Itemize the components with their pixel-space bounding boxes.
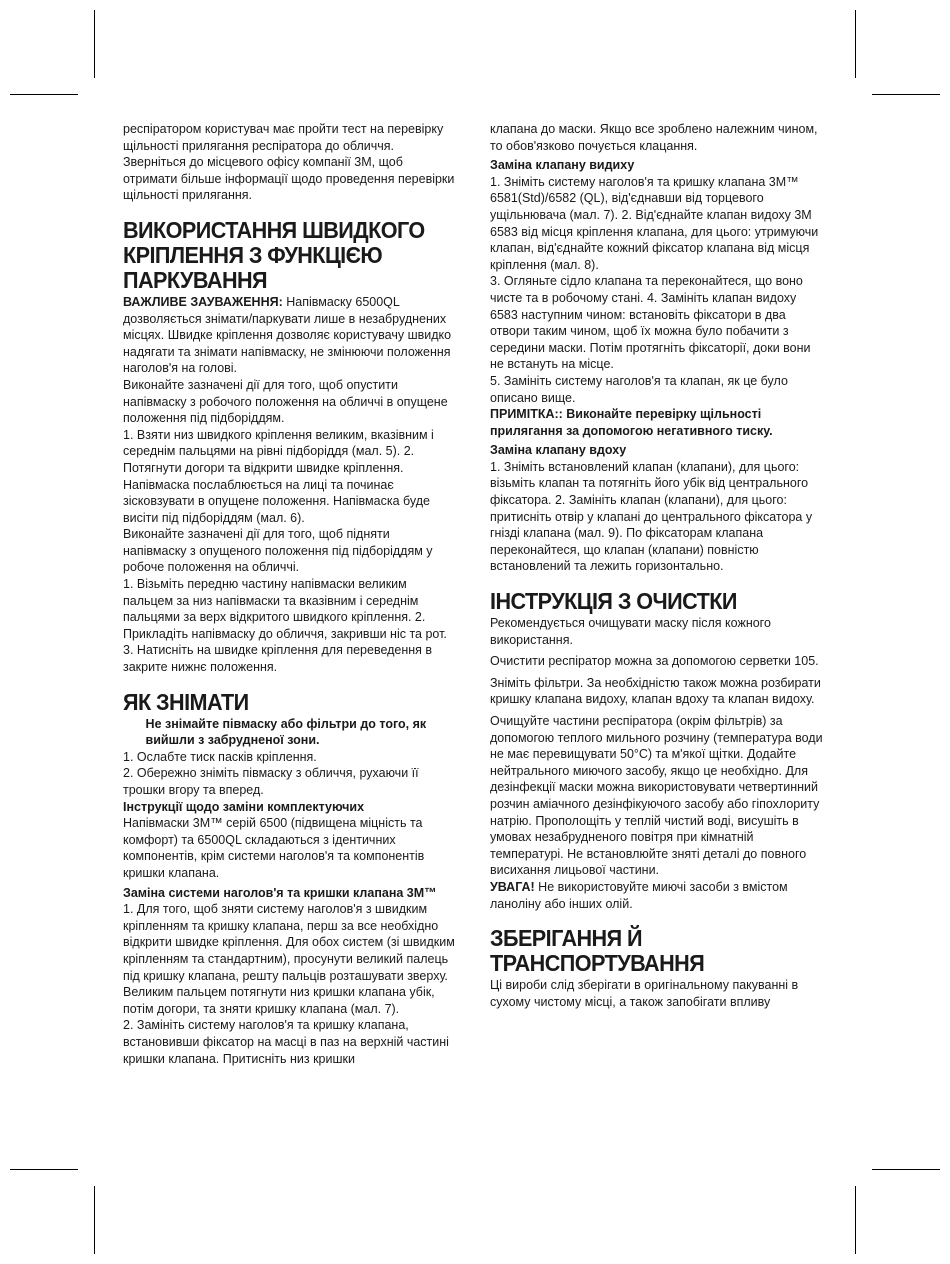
- intro-paragraph: респіратором користувач має пройти тест на перевірку щільності прилягання респіратора до обличчя.: [123, 121, 444, 153]
- crop-mark: [94, 10, 95, 78]
- paragraph: 1. Зніміть встановлений клапан (клапани), для цього: візьміть клапан та потягніть його убік від центрального фіксатора. 2. Замініть клапан (клапани), для цього: притисніть отвір у клапані до центрального фіксатора у гнізді клапана (мал. 9). По фіксаторам клапана переконайтеся, що клапан (клапани) повністю встановлений та лежить горизонтально.: [490, 458, 813, 574]
- paragraph: Напівмаски 3M™ серій 6500 (підвищена міцність та комфорт) та 6500QL складаються з ідентичних компонентів, крім системи наголов'я та компонентів кришки клапана.: [123, 815, 425, 880]
- crop-mark: [855, 10, 856, 78]
- left-column: [123, 121, 457, 1067]
- caution-text: Не використовуйте миючі засоби з вмістом ланоліну або інших олій.: [490, 878, 788, 911]
- paragraph: 1. Зніміть систему наголов'я та кришку клапана 3M™ 6581(Std)/6582 (QL), від'єднавши від торцевого ущільнювача (мал. 7). 2. Від'єднайте клапан видоху 3M 6583 від місця кріплення клапана, для цього: утримуючи клапан, від'єднайте кожний фіксатор клапана від місця кріплення (мал. 8).: [490, 173, 819, 272]
- important-label: ВАЖЛИВЕ ЗАУВАЖЕННЯ:: [123, 293, 283, 309]
- paragraph: 2. Замініть систему наголов'я та кришку клапана, встановивши фіксатор на масці в паз на верхній частині кришки клапана. Притисніть низ кришки: [123, 1017, 449, 1066]
- paragraph: Ці вироби слід зберігати в оригінальному пакуванні в сухому чистому місці, а також запобігати впливу: [490, 977, 799, 1009]
- paragraph: Рекомендується очищувати маску після кожного використання.: [490, 615, 771, 647]
- important-note: [123, 294, 457, 377]
- right-column: [490, 121, 824, 1010]
- crop-mark: [855, 1186, 856, 1254]
- crop-mark: [872, 1169, 940, 1170]
- subheading: Заміна клапану вдоху: [490, 442, 627, 458]
- paragraph: 1. Візьміть передню частину напівмаски великим пальцем за низ напівмаски та вказівним і середнім пальцями за верх відкритого швидкого кріплення. 2. Прикладіть напівмаску до обличчя, закривши ніс та рот. 3. Натисніть на швидке кріплення для переведення в закрите нижнє положення.: [123, 576, 447, 675]
- crop-mark: [10, 94, 78, 95]
- important-text: Напівмаску 6500QL дозволяється знімати/паркувати лише в незабруднених місцях. Швидке кріплення дозволяє користувачу швидко надягати та знімати напівмаску, не змінюючи положення наголов'я на голові.: [123, 293, 452, 376]
- subheading: Заміна клапану видиху: [490, 157, 635, 173]
- crop-mark: [94, 1186, 95, 1254]
- intro-paragraph: Зверніться до місцевого офісу компанії 3M, щоб отримати більше інформації щодо проведення перевірки щільності прилягання.: [123, 154, 455, 203]
- warning-text: [123, 716, 457, 749]
- crop-mark: [10, 1169, 78, 1170]
- caution-label: УВАГА!: [490, 878, 535, 894]
- paragraph: Очищуйте частини респіратора (окрім фільтрів) за допомогою теплого мильного розчину (температура води не має перевищувати 50°C) та м'якої щітки. Додайте нейтрального миючого засобу, якщо це необхідно. Для дезінфекції маски можна використовувати четвертинний розчин аміачного дезінфікуючого засобу або гіпохлориту натрію. Прополощіть у теплій чистий воді, висушіть в умовах незабрудненого повітря при кімнатній температурі. Не встановлюйте зняті деталі до повного висихання лицьової частини.: [490, 713, 823, 878]
- step: 2. Обережно зніміть півмаску з обличчя, рухаючи її трошки вгору та вперед.: [123, 765, 419, 797]
- step: 1. Ослабте тиск пасків кріплення.: [123, 748, 317, 764]
- paragraph: клапана до маски. Якщо все зроблено належним чином, то обов'язково почується клацання.: [490, 121, 818, 153]
- section-heading: ВИКОРИСТАННЯ ШВИДКОГО КРІПЛЕННЯ З ФУНКЦІЄЮ ПАРКУВАННЯ: [123, 216, 425, 293]
- paragraph: 1. Взяти низ швидкого кріплення великим, вказівним і середнім пальцями на рівні підборіддя (мал. 5). 2. Потягнути догори та відкрити швидке кріплення. Напівмаска послаблюється на лиці та починає зісковзувати в опущене положення. Напівмаска буде висіти під підборіддям (мал. 6).: [123, 426, 434, 525]
- subheading: Заміна системи наголов'я та кришки клапана 3M™: [123, 884, 437, 900]
- paragraph: Очистити респіратор можна за допомогою серветки 105.: [490, 653, 819, 669]
- crop-mark: [872, 94, 940, 95]
- paragraph: Зніміть фільтри. За необхідністю також можна розбирати кришку клапана видоху, клапан вдоху та клапан видоху.: [490, 674, 821, 707]
- paragraph: 3. Огляньте сідло клапана та переконайтеся, що воно чисте та в робочому стані. 4. Замініть клапан видоху 6583 наступним чином: встановіть фіксатори в два отвори таким чином, щоб їх можна було побачити з середини маски. Потім протягніть фіксаторії, доки вони не встануть на місце.: [490, 273, 811, 372]
- section-heading: ЯК ЗНІМАТИ: [123, 688, 249, 715]
- section-heading: ІНСТРУКЦІЯ З ОЧИСТКИ: [490, 588, 737, 615]
- note: [490, 406, 824, 439]
- paragraph: 1. Для того, щоб зняти систему наголов'я з швидким кріпленням та кришку клапана, перш за все необхідно відкрити швидке кріплення. Для обох систем (зі швидким кріпленням та стандартним), просунути великий палець під кришку клапана, решту пальців розташувати зверху. Великим пальцем потягнути низ кришки клапана убік, потім догори, та зняти кришку клапана (мал. 7).: [123, 901, 455, 1016]
- section-heading: ЗБЕРІГАННЯ Й ТРАНСПОРТУВАННЯ: [490, 925, 705, 977]
- caution-note: [490, 879, 824, 912]
- paragraph: 5. Замініть систему наголов'я та клапан, як це було описано вище.: [490, 372, 788, 405]
- paragraph: Виконайте зазначені дії для того, щоб опустити напівмаску з робочого положення на обличчі в опущене положення під підборіддям.: [123, 376, 448, 426]
- subheading: Інструкції щодо заміни комплектуючих: [123, 798, 365, 814]
- warning-bold: Не знімайте півмаску або фільтри до того, як вийшли з забрудненої зони.: [145, 715, 427, 748]
- note-bold: ПРИМІТКА:: Виконайте перевірку щільності прилягання за допомогою негативного тиску.: [490, 406, 773, 438]
- paragraph: Виконайте зазначені дії для того, щоб підняти напівмаску з опущеного положення під підборіддям у робоче положення на обличчі.: [123, 526, 433, 575]
